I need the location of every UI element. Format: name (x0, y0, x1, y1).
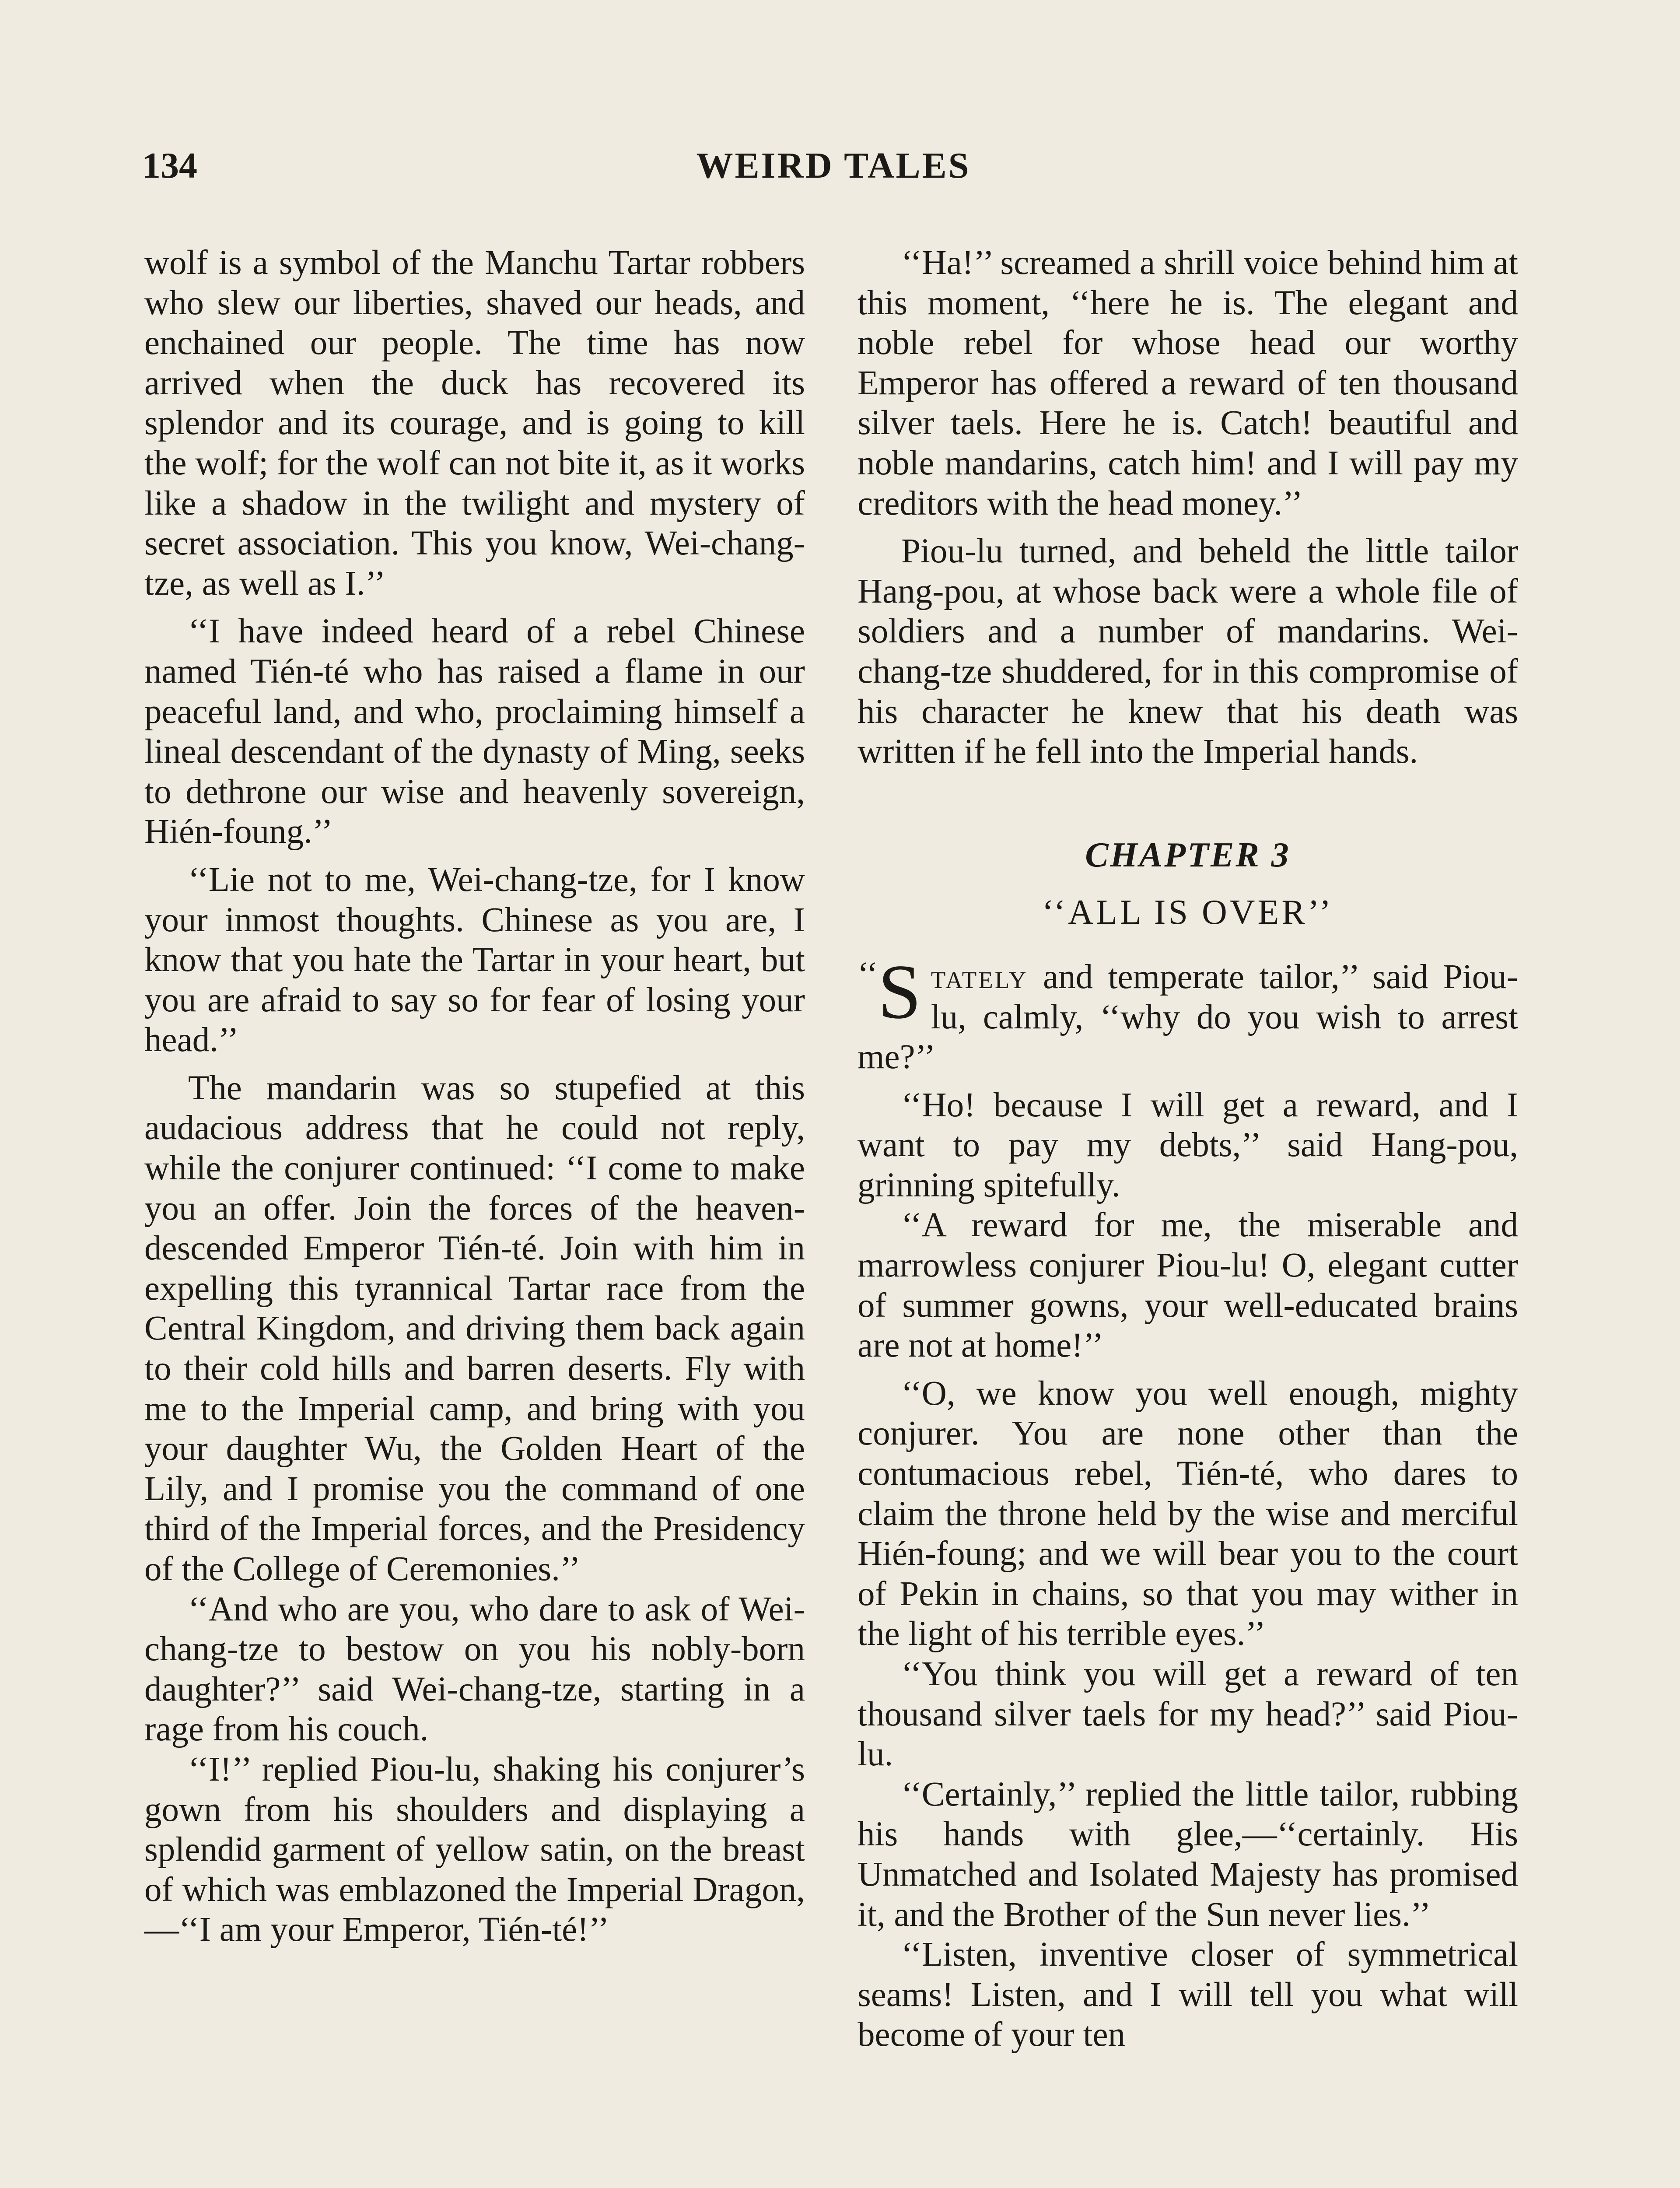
paragraph: ‘‘I have indeed heard of a rebel Chinese named Tién-té who has raised a flame in our peaceful land, and who, proclaiming himself a lineal descendant of the dynasty of Ming, seeks to dethrone our wise and heavenly sovereign, Hién-foung.’’ (144, 612, 805, 851)
left-column (144, 243, 805, 1950)
running-title: WEIRD TALES (696, 145, 971, 186)
paragraph: ‘‘Certainly,’’ replied the little tailor, rubbing his hands with glee,—‘‘certainly. His Unmatched and Isolated Majesty has promised it, and the Brother of the Sun never lies.’’ (858, 1775, 1518, 1934)
paragraph: ‘‘You think you will get a reward of ten thousand silver taels for my head?’’ said Piou-lu. (858, 1655, 1518, 1774)
page-number: 134 (142, 145, 197, 186)
opening-text: and temperate tailor,’’ said Piou-lu, calmly, ‘‘why do you wish to arrest me?’’ (858, 957, 1518, 1076)
paragraph: ‘‘Listen, inventive closer of symmetrical seams! Listen, and I will tell you what will become of your ten (858, 1936, 1518, 2054)
small-caps-lead: tately (931, 957, 1028, 996)
paragraph: ‘‘And who are you, who dare to ask of Wei-chang-tze to bestow on you his nobly-born daughter?’’ said Wei-chang-tze, starting in a rage from his couch. (144, 1590, 805, 1749)
opening-quote: ‘‘ (858, 955, 878, 993)
chapter-label: CHAPTER 3 (1085, 835, 1291, 874)
paragraph: The mandarin was so stupefied at this audacious address that he could not reply, while the conjurer continued: ‘‘I come to make you an offer. Join the forces of the heaven-descended Emperor Tién-té. Join with him in expelling this tyrannical Tartar race from the Central Kingdom, and driving them back again to their cold hills and barren deserts. Fly with me to the Imperial camp, and bring with you your daughter Wu, the Golden Heart of the Lily, and I promise you the command of one third of the Imperial forces, and the Presidency of the College of Ceremonies.’’ (144, 1069, 805, 1588)
drop-cap-letter: S (878, 948, 921, 1035)
paragraph: ‘‘Ho! because I will get a reward, and I want to pay my debts,’’ said Hang-pou, grinning spitefully. (858, 1086, 1518, 1204)
right-column (858, 243, 1518, 2055)
paragraph: Piou-lu turned, and beheld the little tailor Hang-pou, at whose back were a whole file of soldiers and a number of mandarins. Wei-chang-tze shuddered, for in this compromise of his character he knew that his death was written if he fell into the Imperial hands. (858, 532, 1518, 771)
paragraph: wolf is a symbol of the Manchu Tartar robbers who slew our liberties, shaved our heads, and enchained our people. The time has now arrived when the duck has recovered its splendor and its courage, and is going to kill the wolf; for the wolf can not bite it, as it works like a shadow in the twilight and mystery of secret association. This you know, Wei-chang-tze, as well as I.’’ (144, 244, 805, 603)
paragraph: ‘‘A reward for me, the miserable and marrowless conjurer Piou-lu! O, elegant cutter of summer gowns, your well-educated brains are not at home!’’ (858, 1206, 1518, 1365)
page-header (142, 144, 1525, 197)
chapter-title: ‘‘ALL IS OVER’’ (1042, 893, 1334, 932)
paragraph: ‘‘I!’’ replied Piou-lu, shaking his conjurer’s gown from his shoulders and displaying a splendid garment of yellow satin, on the breast of which was emblazoned the Imperial Dragon, —‘‘I am your Emperor, Tién-té!’’ (144, 1750, 805, 1949)
paragraph: ‘‘O, we know you well enough, mighty conjurer. You are none other than the contumacious rebel, Tién-té, who dares to claim the throne held by the wise and merciful Hién-foung; and we will bear you to the court of Pekin in chains, so that you may wither in the light of his terrible eyes.’’ (858, 1374, 1518, 1653)
paragraph: ‘‘Ha!’’ screamed a shrill voice behind him at this moment, ‘‘here he is. The elegant and noble rebel for whose head our worthy Emperor has offered a reward of ten thousand silver taels. Here he is. Catch! beautiful and noble mandarins, catch him! and I will pay my creditors with the head money.’’ (858, 244, 1518, 522)
paragraph: ‘‘Lie not to me, Wei-chang-tze, for I know your inmost thoughts. Chinese as you are, I know that you hate the Tartar in your heart, but you are afraid to say so for fear of losing your head.’’ (144, 860, 805, 1059)
chapter-opening-paragraph (858, 948, 1518, 1077)
